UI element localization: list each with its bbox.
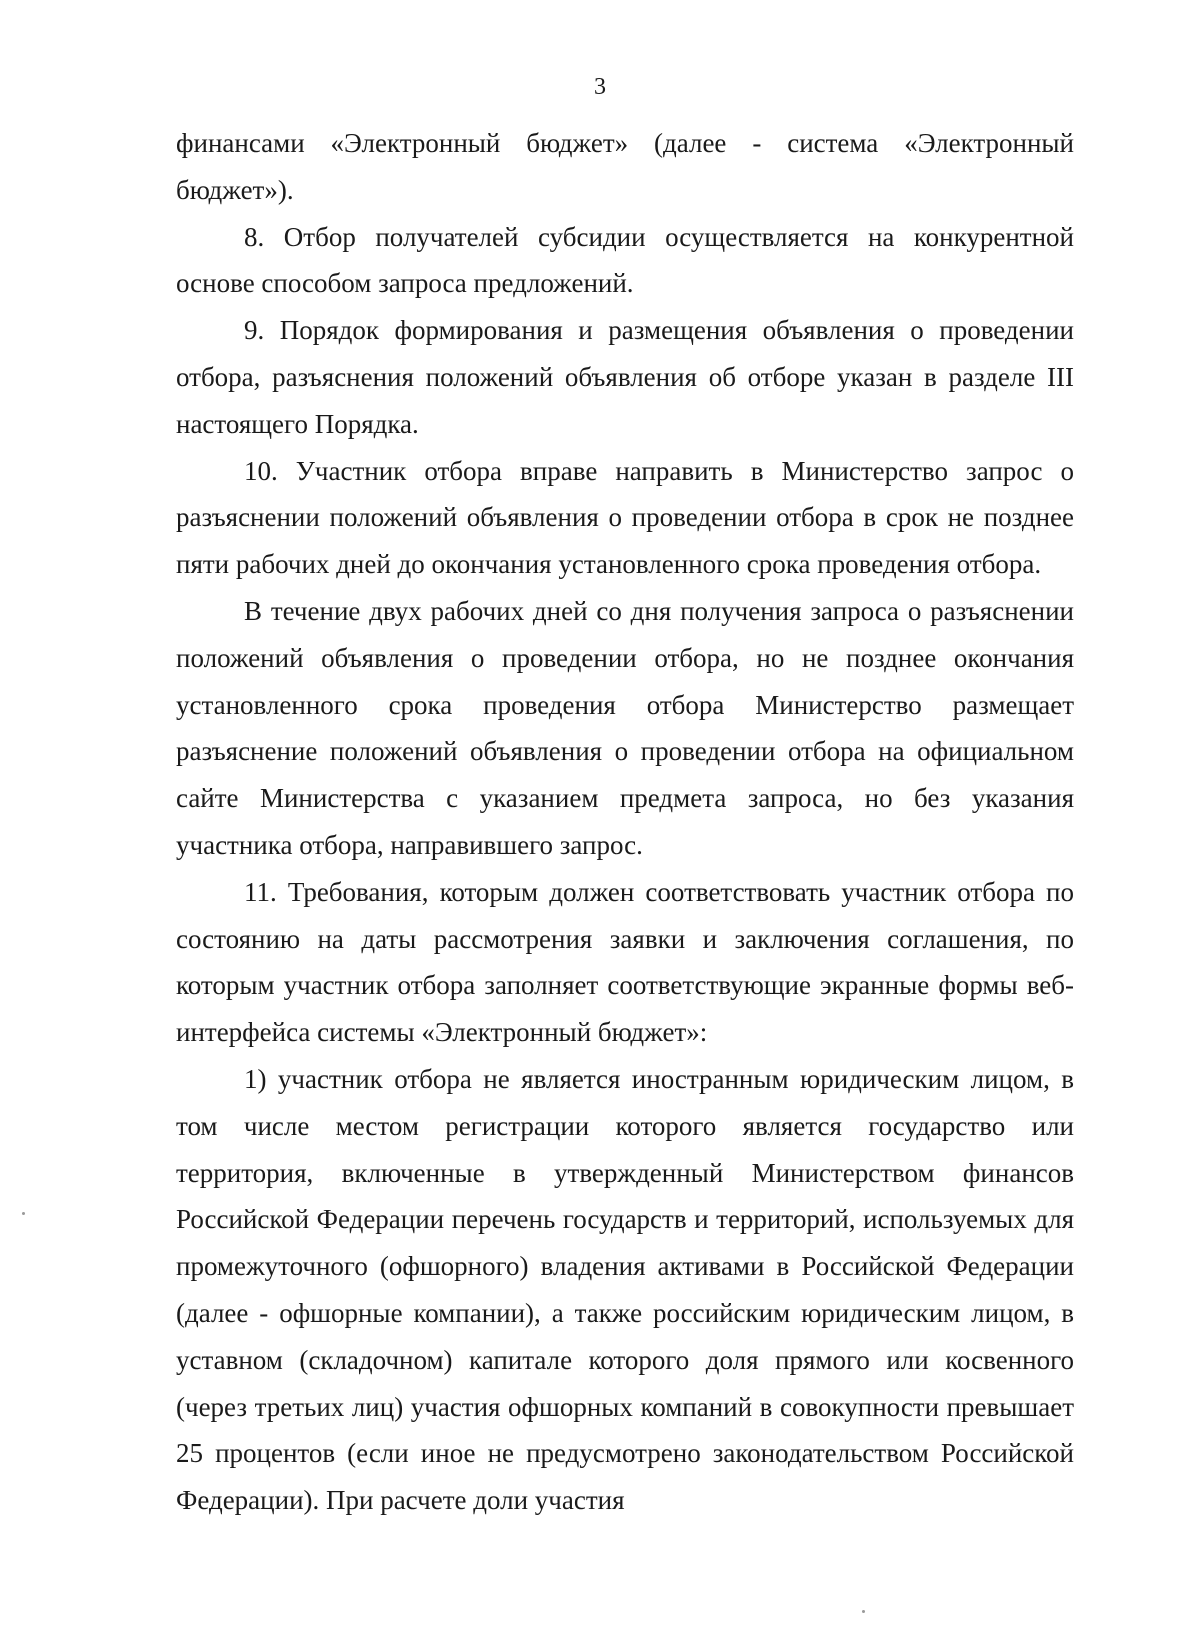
paragraph-continuation: финансами «Электронный бюджет» (далее - система «Электронный бюджет»).	[176, 128, 1074, 205]
paragraph-item-10-continued: В течение двух рабочих дней со дня получения запроса о разъяснении положений объявления о проведении отбора, но не позднее окончания установленного срока проведения отбора Министерство размещает разъяснение положений объявления о проведении отбора на официальном сайте Министерства с указанием предмета запроса, но без указания участника отбора, направившего запрос.	[176, 595, 1074, 860]
paragraph-item-8: 8. Отбор получателей субсидии осуществляется на конкурентной основе способом запроса предложений.	[176, 221, 1074, 299]
scan-speck	[22, 1212, 25, 1215]
document-body	[176, 120, 1074, 1524]
scan-speck	[862, 1610, 865, 1613]
paragraph-item-9: 9. Порядок формирования и размещения объявления о проведении отбора, разъяснения положений объявления об отборе указан в разделе III настоящего Порядка.	[176, 315, 1074, 439]
page-number: 3	[594, 74, 606, 100]
paragraph-subitem-1: 1) участник отбора не является иностранным юридическим лицом, в том числе местом регистрации которого является государство или территория, включенные в утвержденный Министерством финансов Российской Федерации перечень государств и территорий, используемых для промежуточного (офшорного) владения активами в Российской Федерации (далее - офшорные компании), а также российским юридическим лицом, в уставном (складочном) капитале которого доля прямого или косвенного (через третьих лиц) участия офшорных компаний в совокупности превышает 25 процентов (если иное не предусмотрено законодательством Российской Федерации). При расчете доли участия	[176, 1063, 1074, 1516]
paragraph-item-11: 11. Требования, которым должен соответствовать участник отбора по состоянию на даты рассмотрения заявки и заключения соглашения, по которым участник отбора заполняет соответствующие экранные формы веб-интерфейса системы «Электронный бюджет»:	[176, 876, 1074, 1048]
paragraph-item-10: 10. Участник отбора вправе направить в Министерство запрос о разъяснении положений объявления о проведении отбора в срок не позднее пяти рабочих дней до окончания установленного срока проведения отбора.	[176, 455, 1074, 580]
